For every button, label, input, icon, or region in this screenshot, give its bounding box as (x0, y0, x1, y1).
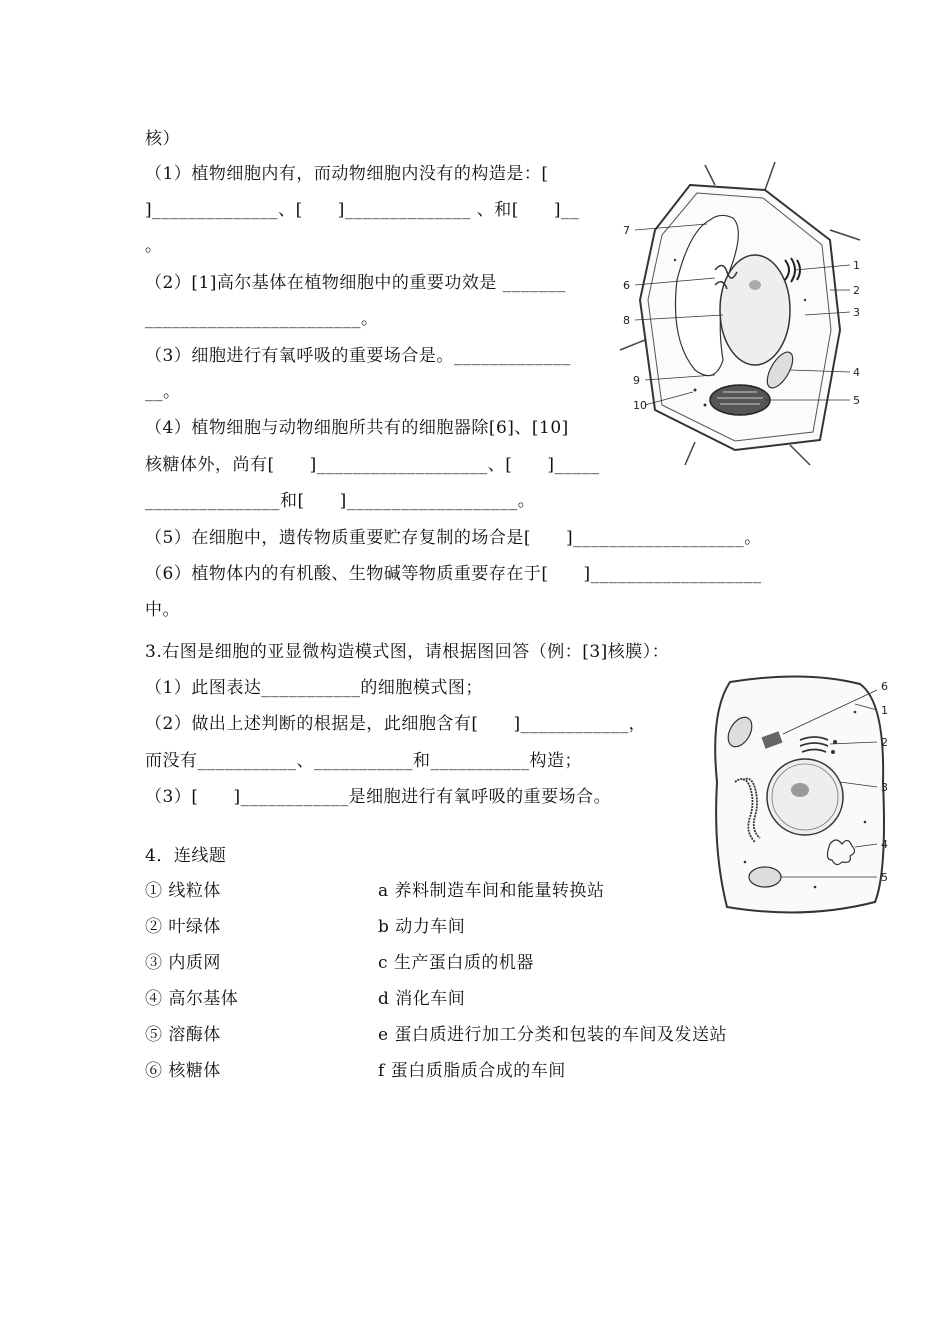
q2-line-3: 。 (145, 236, 163, 256)
q2-line-1: （1）植物细胞内有，而动物细胞内没有的构造是：[ (145, 164, 549, 184)
q4-right-item: e 蛋白质进行加工分类和包装的车间及发送站 (378, 1025, 727, 1045)
q4-title: 4．连线题 (145, 846, 227, 866)
q4-left-item: ③ 内质网 (145, 953, 221, 973)
q2-line-6: （3）细胞进行有氧呼吸的重要场合是。_____________ (145, 346, 571, 366)
plant-label-3: 3 (853, 306, 860, 319)
q2-line-10: _______________和[ ]___________________。 (145, 491, 536, 511)
q4-left-item: ① 线粒体 (145, 881, 221, 901)
q2-line-12: （6）植物体内的有机酸、生物碱等物质重要存在于[ ]___________________ (145, 564, 762, 584)
q3-line-4: （3）[ ]____________是细胞进行有氧呼吸的重要场合。 (145, 787, 612, 807)
animal-label-6: 6 (881, 680, 888, 693)
plant-label-4: 4 (853, 366, 860, 379)
q4-right-item: d 消化车间 (378, 989, 466, 1009)
animal-label-3: 3 (881, 781, 888, 794)
q4-left-item: ④ 高尔基体 (145, 989, 239, 1009)
plant-label-7: 7 (623, 224, 630, 237)
q2-line-7: __。 (145, 382, 181, 402)
q4-right-item: a 养料制造车间和能量转换站 (378, 881, 605, 901)
q3-line-2: （2）做出上述判断的根据是，此细胞含有[ ]____________， (145, 714, 647, 734)
q2-line-5: ________________________。 (145, 309, 379, 329)
q4-left-item: ② 叶绿体 (145, 917, 221, 937)
plant-label-5: 5 (853, 394, 860, 407)
q2-line-11: （5）在细胞中，遗传物质重要贮存复制的场合是[ ]___________________。 (145, 528, 762, 548)
plant-label-6: 6 (623, 279, 630, 292)
q2-line-13: 中。 (145, 600, 180, 620)
q2-line-0: 核） (145, 129, 180, 149)
plant-label-2: 2 (853, 284, 860, 297)
q3-title: 3.右图是细胞的亚显微构造模式图，请根据图回答（例：[3]核膜）： (145, 642, 670, 662)
q2-line-2: ]______________、[ ]______________ 、和[ ]__ (145, 200, 580, 220)
plant-cell-diagram (615, 160, 870, 470)
q4-right-item: c 生产蛋白质的机器 (378, 953, 534, 973)
q2-line-4: （2）[1]高尔基体在植物细胞中的重要功效是 _______ (145, 273, 566, 293)
q4-left-item: ⑥ 核糖体 (145, 1061, 221, 1081)
q2-line-9: 核糖体外，尚有[ ]___________________、[ ]_____ (145, 455, 600, 475)
animal-label-1: 1 (881, 704, 888, 717)
q4-right-item: b 动力车间 (378, 917, 466, 937)
animal-label-4: 4 (881, 838, 888, 851)
plant-label-9: 9 (633, 374, 640, 387)
animal-cell-diagram (705, 672, 905, 922)
animal-label-2: 2 (881, 736, 888, 749)
q3-line-3: 而没有___________、___________和___________构造； (145, 751, 582, 771)
q4-right-item: f 蛋白质脂质合成的车间 (378, 1061, 566, 1081)
q3-line-1: （1）此图表达___________的细胞模式图； (145, 678, 483, 698)
plant-label-8: 8 (623, 314, 630, 327)
plant-label-1: 1 (853, 259, 860, 272)
q4-left-item: ⑤ 溶酶体 (145, 1025, 221, 1045)
plant-label-10: 10 (633, 399, 647, 412)
q2-line-8: （4）植物细胞与动物细胞所共有的细胞器除[6]、[10] (145, 418, 569, 438)
animal-label-5: 5 (881, 871, 888, 884)
